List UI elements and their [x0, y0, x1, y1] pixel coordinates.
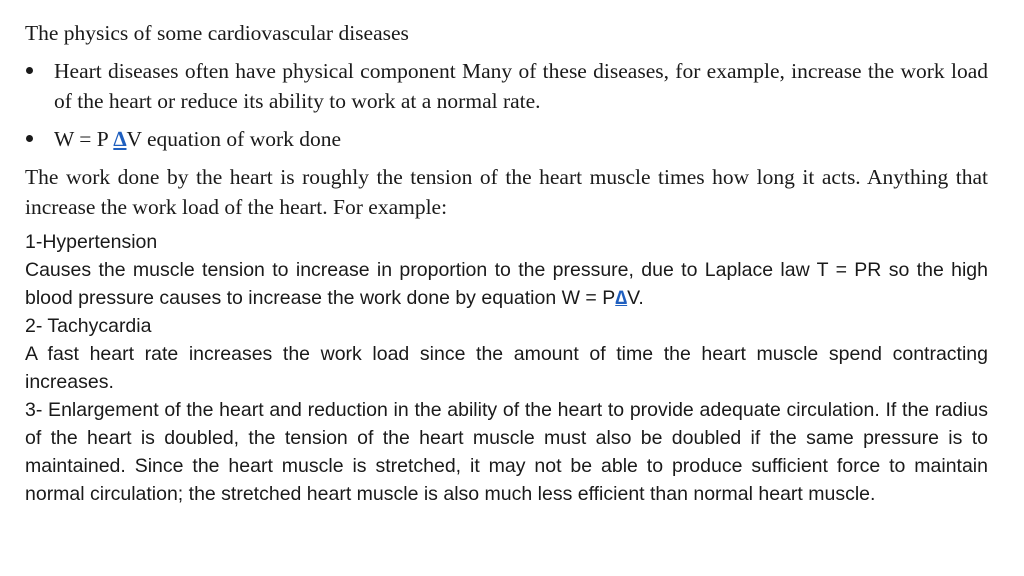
delta-symbol: ∆ — [113, 127, 127, 151]
equation-suffix: V equation of work done — [126, 127, 342, 151]
hypertension-text: Causes the muscle tension to increase in proportion to the pressure, due to Laplace law T = PR so the high blood pressure causes to increase the work done by equation W = P — [25, 259, 988, 309]
bullet-list — [25, 56, 988, 154]
heading-hypertension: 1-Hypertension — [25, 231, 158, 253]
paragraph-tachycardia: A fast heart rate increases the work load since the amount of time the heart muscle spend contracting increases. — [25, 343, 988, 393]
bullet-dot-icon — [26, 67, 33, 74]
delta-symbol: ∆ — [615, 287, 628, 309]
disease-list — [25, 228, 988, 508]
slide-content — [25, 18, 988, 508]
bullet-item-heart-diseases — [25, 56, 988, 116]
equation-prefix: W = P — [54, 127, 114, 151]
heading-tachycardia: 2- Tachycardia — [25, 315, 152, 337]
bullet-dot-icon — [26, 135, 33, 142]
paragraph-hypertension — [25, 256, 988, 312]
bullet-text-heart-diseases: Heart diseases often have physical component Many of these diseases, for example, increase the work load of the heart or reduce its ability to work at a normal rate. — [54, 59, 988, 113]
paragraph-enlargement: 3- Enlargement of the heart and reduction in the ability of the heart to provide adequate circulation. If the radius of the heart is doubled, the tension of the heart muscle must also be doubled if the same pressure is to maintained. Since the heart muscle is stretched, it may not be able to produce sufficient force to maintain normal circulation; the stretched heart muscle is also much less efficient than normal heart muscle. — [25, 399, 988, 505]
slide-title: The physics of some cardiovascular diseases — [25, 21, 409, 45]
bullet-item-work-equation — [25, 124, 988, 154]
intro-paragraph: The work done by the heart is roughly the tension of the heart muscle times how long it acts. Anything that increase the work load of the heart. For example: — [25, 165, 988, 219]
hypertension-text-end: V. — [627, 287, 644, 309]
